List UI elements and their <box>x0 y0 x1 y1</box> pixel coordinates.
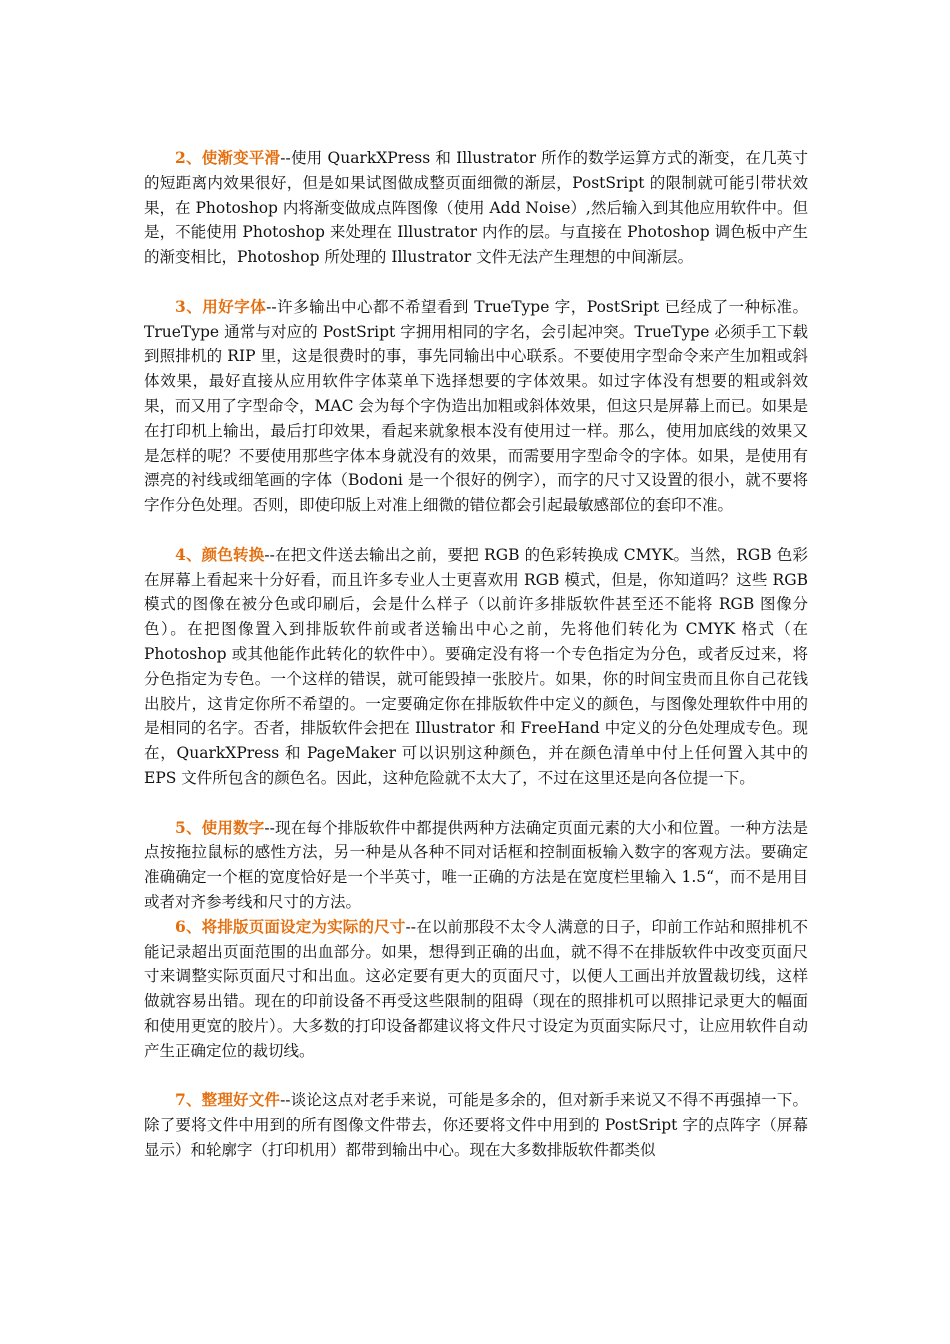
section-heading: 3、用好字体 <box>175 296 267 316</box>
section-3 <box>144 295 808 518</box>
section-heading: 6、将排版页面设定为实际的尺寸 <box>175 916 406 936</box>
section-2 <box>144 146 808 270</box>
section-6 <box>144 915 808 1064</box>
paragraph-gap <box>144 270 808 295</box>
paragraph-gap <box>144 1063 808 1088</box>
section-heading: 4、颜色转换 <box>175 544 265 564</box>
section-body: --在把文件送去输出之前，要把 RGB 的色彩转换成 CMYK。当然，RGB 色彩在屏幕上看起来十分好看，而且许多专业人士更喜欢用 RGB 模式，但是，你知道吗？这些 RGB 模式的图像在被分色或印刷后，会是什么样子（以前许多排版软件甚至还不能将 RGB 图像分色）。在把图像置入到排版软件前或者送输出中心之前，先将他们转化为 CMYK 格式（在 Photoshop 或其他能作此转化的软件中）。要确定没有将一个专色指定为分色，或者反过来，将分色指定为专色。一个这样的错误，就可能毁掉一张胶片。如果，你的时间宝贵而且你自己花钱出胶片，这肯定你所不希望的。一定要确定你在排版软件中定义的颜色，与图像处理软件中用的是相同的名字。否者，排版软件会把在 Illustrator 和 FreeHand 中定义的分色处理成专色。现在，QuarkXPress 和 PageMaker 可以识别这种颜色，并在颜色清单中付上任何置入其中的 EPS 文件所包含的颜色名。因此，这种危险就不太大了，不过在这里还是向各位提一下。 <box>144 545 808 787</box>
section-body: --在以前那段不太令人满意的日子，印前工作站和照排机不能记录超出页面范围的出血部分。如果，想得到正确的出血，就不得不在排版软件中改变页面尺寸来调整实际页面尺寸和出血。这必定要有更大的页面尺寸，以便人工画出并放置裁切线，这样做就容易出错。现在的印前设备不再受这些限制的阻碍（现在的照排机可以照排记录更大的幅面和使用更宽的胶片）。大多数的打印设备都建议将文件尺寸设定为页面实际尺寸，让应用软件自动产生正确定位的裁切线。 <box>144 917 808 1060</box>
section-7 <box>144 1088 808 1162</box>
section-heading: 2、使渐变平滑 <box>175 148 281 167</box>
section-4 <box>144 543 808 791</box>
section-5 <box>144 816 808 915</box>
section-body: --许多输出中心都不希望看到 TrueType 字，PostSript 已经成了一种标准。TrueType 通常与对应的 PostSript 字拥用相同的字名，会引起冲突。TrueType 必须手工下载到照排机的 RIP 里，这是很费时的事，事先同输出中心联系。不要使用字型命令来产生加粗或斜体效果，最好直接从应用软件字体菜单下选择想要的字体效果。如过字体没有想要的粗或斜效果，而又用了字型命令，MAC 会为每个字伪造出加粗或斜体效果，但这只是屏幕上而已。如果是在打印机上输出，最后打印效果，看起来就象根本没有使用过一样。那么，使用加底线的效果又是怎样的呢？不要使用那些字体本身就没有的效果，而需要用字型命令的字体。如果，是使用有漂亮的衬线或细笔画的字体（Bodoni 是一个很好的例字），而字的尺寸又设置的很小，就不要将字作分色处理。否则，即使印版上对准上细微的错位都会引起最敏感部位的套印不准。 <box>144 297 808 515</box>
paragraph-gap <box>144 518 808 543</box>
section-heading: 7、整理好文件 <box>175 1090 281 1110</box>
section-body: --谈论这点对老手来说，可能是多余的，但对新手来说又不得不再强掉一下。除了要将文件中用到的所有图像文件带去，你还要将文件中用到的 PostSript 字的点阵字（屏幕显示）和轮廓字（打印机用）都带到输出中心。现在大多数排版软件都类似 <box>144 1091 808 1159</box>
section-body: --现在每个排版软件中都提供两种方法确定页面元素的大小和位置。一种方法是点按拖拉鼠标的感性方法，另一种是从各种不同对话框和控制面板输入数字的客观方法。要确定准确确定一个框的宽度恰好是一个半英寸，唯一正确的方法是在宽度栏里输入 1.5“，而不是用目或者对齐参考线和尺寸的方法。 <box>144 818 808 911</box>
section-body: --使用 QuarkXPress 和 Illustrator 所作的数学运算方式的渐变，在几英寸的短距离内效果很好，但是如果试图做成整页面细微的渐层，PostSript 的限制就可能引带状效果，在 Photoshop 内将渐变做成点阵图像（使用 Add Noise）,然后输入到其他应用软件中。但是，不能使用 Photoshop 来处理在 Illustrator 内作的层。与直接在 Photoshop 调色板中产生的渐变相比，Photoshop 所处理的 Illustrator 文件无法产生理想的中间渐层。 <box>144 149 808 267</box>
document-page <box>144 146 808 1163</box>
paragraph-gap <box>144 791 808 816</box>
section-heading: 5、使用数字 <box>175 817 265 837</box>
